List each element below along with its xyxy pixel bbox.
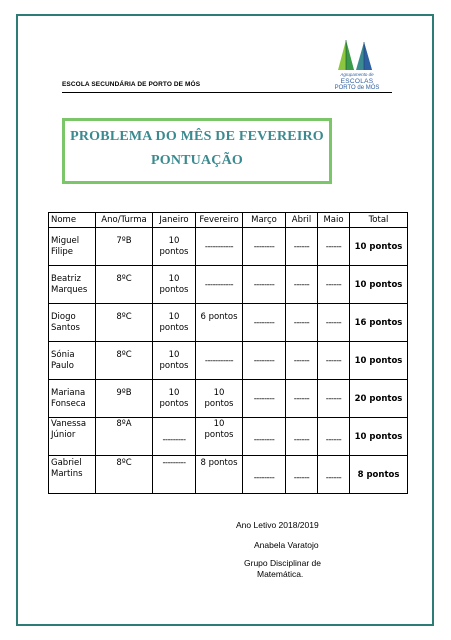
score-january: --------- bbox=[162, 435, 186, 445]
score-total: 10 pontos bbox=[354, 242, 403, 252]
table-row bbox=[49, 266, 408, 304]
score-january: 10 pontos bbox=[159, 350, 189, 371]
table-row bbox=[49, 380, 408, 418]
score-total: 10 pontos bbox=[354, 356, 403, 366]
score-may: ------ bbox=[325, 280, 342, 290]
student-name: Gabriel Martins bbox=[51, 458, 83, 479]
score-april: ------ bbox=[293, 280, 310, 290]
score-may: ------ bbox=[325, 318, 342, 328]
score-april: ------ bbox=[293, 318, 310, 328]
logo-line3: PORTO de MÓS bbox=[334, 85, 380, 91]
student-class: 8ºA bbox=[116, 419, 132, 429]
score-march: -------- bbox=[253, 356, 275, 366]
score-january: 10 pontos bbox=[159, 274, 189, 295]
student-name: Vanessa Júnior bbox=[51, 419, 87, 440]
student-name: Miguel Filipe bbox=[51, 236, 80, 257]
table-row bbox=[49, 228, 408, 266]
table-row bbox=[49, 418, 408, 456]
score-may: ------ bbox=[325, 435, 342, 445]
header-marco: Março bbox=[243, 213, 286, 228]
score-total: 20 pontos bbox=[354, 394, 403, 404]
school-logo bbox=[326, 38, 388, 92]
logo-line2: ESCOLAS bbox=[340, 78, 374, 85]
student-name: Diogo Santos bbox=[51, 312, 80, 333]
student-class: 8ºC bbox=[116, 458, 132, 468]
title-line2: PONTUAÇÃO bbox=[150, 153, 244, 168]
score-february: 6 pontos bbox=[200, 312, 238, 322]
school-year: Ano Letivo 2018/2019 bbox=[236, 520, 319, 530]
score-april: ------ bbox=[293, 242, 310, 252]
score-january: 10 pontos bbox=[159, 388, 189, 409]
student-name: Beatriz Marques bbox=[51, 274, 88, 295]
score-april: ------ bbox=[293, 356, 310, 366]
student-class: 8ºC bbox=[116, 274, 132, 284]
header-maio: Maio bbox=[318, 213, 350, 228]
student-name: Sónia Paulo bbox=[51, 350, 75, 371]
score-march: -------- bbox=[253, 280, 275, 290]
subject-group-line1: Grupo Disciplinar de bbox=[244, 558, 322, 568]
score-february: 10 pontos bbox=[204, 419, 234, 440]
header-divider bbox=[62, 92, 392, 93]
score-march: -------- bbox=[253, 394, 275, 404]
score-january: 10 pontos bbox=[159, 312, 189, 333]
score-march: -------- bbox=[253, 242, 275, 252]
table-row bbox=[49, 456, 408, 494]
header-nome: Nome bbox=[49, 213, 96, 228]
score-total: 10 pontos bbox=[354, 280, 403, 290]
title-box bbox=[62, 118, 332, 184]
header-fevereiro: Fevereiro bbox=[196, 213, 243, 228]
header-abril: Abril bbox=[286, 213, 318, 228]
score-may: ------ bbox=[325, 356, 342, 366]
score-may: ------ bbox=[325, 473, 342, 483]
header-janeiro: Janeiro bbox=[153, 213, 196, 228]
score-april: ------ bbox=[293, 394, 310, 404]
score-march: -------- bbox=[253, 473, 275, 483]
student-class: 7ºB bbox=[116, 236, 132, 246]
score-february: ----------- bbox=[204, 280, 234, 290]
score-may: ------ bbox=[325, 242, 342, 252]
score-january: --------- bbox=[162, 458, 186, 468]
student-name: Mariana Fonseca bbox=[51, 388, 86, 409]
logo-trees-icon bbox=[326, 38, 388, 72]
header-ano-turma: Ano/Turma bbox=[96, 213, 153, 228]
school-name: ESCOLA SECUNDÁRIA DE PORTO DE MÓS bbox=[62, 81, 201, 88]
scores-table bbox=[48, 212, 408, 494]
score-march: -------- bbox=[253, 318, 275, 328]
score-february: 8 pontos bbox=[200, 458, 238, 468]
score-total: 10 pontos bbox=[354, 432, 403, 442]
student-class: 9ºB bbox=[116, 388, 132, 398]
student-class: 8ºC bbox=[116, 350, 132, 360]
score-total: 8 pontos bbox=[357, 470, 400, 480]
table-header-row bbox=[49, 213, 408, 228]
score-may: ------ bbox=[325, 394, 342, 404]
score-april: ------ bbox=[293, 473, 310, 483]
score-february: 10 pontos bbox=[204, 388, 234, 409]
teacher-name: Anabela Varatojo bbox=[254, 540, 319, 550]
student-class: 8ºC bbox=[116, 312, 132, 322]
logo-line1: Agrupamento de bbox=[340, 72, 374, 77]
score-february: ----------- bbox=[204, 242, 234, 252]
score-total: 16 pontos bbox=[354, 318, 403, 328]
table-row bbox=[49, 304, 408, 342]
header-total: Total bbox=[350, 213, 408, 228]
subject-group-line2: Matemática. bbox=[257, 569, 304, 579]
title-line1: PROBLEMA DO MÊS DE FEVEREIRO bbox=[70, 129, 324, 144]
score-february: ----------- bbox=[204, 356, 234, 366]
table-row bbox=[49, 342, 408, 380]
score-january: 10 pontos bbox=[159, 236, 189, 257]
score-april: ------ bbox=[293, 435, 310, 445]
score-march: -------- bbox=[253, 435, 275, 445]
